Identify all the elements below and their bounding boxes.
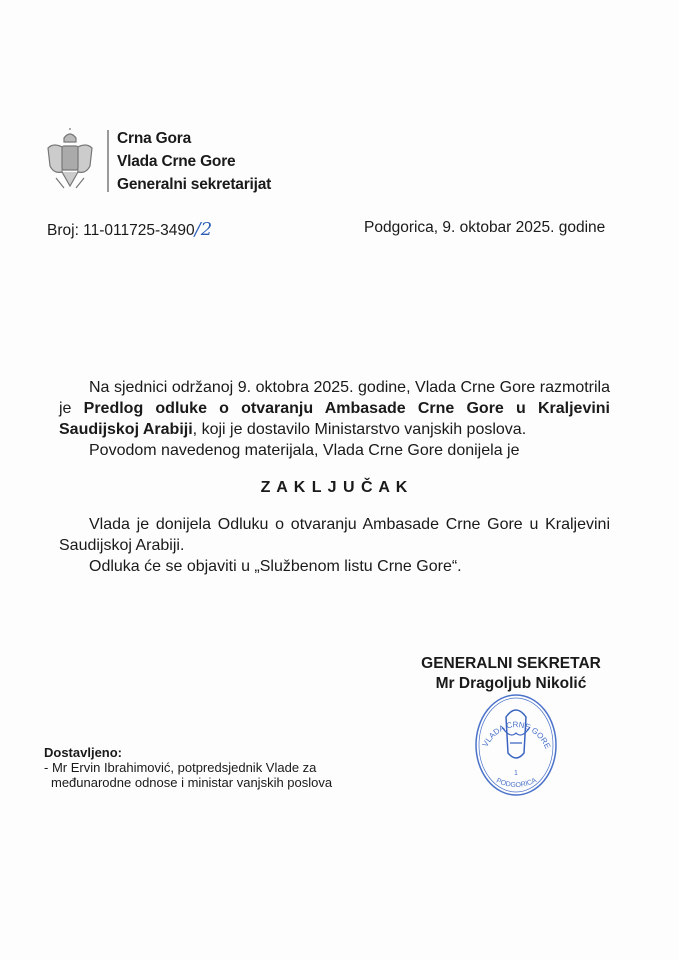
signature-title: GENERALNI SEKRETAR (421, 655, 601, 672)
handwritten-suffix: /2 (194, 219, 213, 240)
reference-number (47, 219, 212, 240)
signature-block (380, 654, 642, 694)
delivered-line-1: - Mr Ervin Ibrahimović, potpredsjednik Vlade za (44, 760, 317, 775)
paragraph-1 (59, 377, 610, 440)
header-country: Crna Gora (117, 130, 191, 147)
header-department: Generalni sekretarijat (117, 176, 272, 193)
delivered-block (44, 745, 332, 790)
paragraph-4: Odluka će se objaviti u „Službenom listu Crne Gore“. (89, 558, 462, 575)
place-date: Podgorica, 9. oktobar 2025. godine (364, 219, 606, 236)
reference-number-text: Broj: 11-011725-3490 (47, 222, 195, 239)
signature-name: Mr Dragoljub Nikolić (435, 675, 587, 692)
p1-end: , koji je dostavilo Ministarstvo vanjskih poslova. (192, 421, 527, 438)
svg-text:PODGORICA: PODGORICA (495, 777, 538, 790)
decision-heading: Z A K L J U Č A K (260, 479, 409, 496)
p1-start: Na sjednici održanoj 9. oktobra 2025. godine, Vlada Crne Gore razmotrila je (59, 379, 610, 417)
p1-bold: Predlog odluke o otvaranju Ambasade Crne Gore u Kraljevini Saudijskoj Arabiji (59, 400, 611, 438)
paragraph-3: Vlada je donijela Odluku o otvaranju Ambasade Crne Gore u Kraljevini Saudijskoj Arabiji. (59, 516, 610, 554)
official-stamp (474, 693, 558, 797)
header-government: Vlada Crne Gore (117, 153, 236, 170)
delivered-label: Dostavljeno: (44, 745, 123, 760)
svg-text:1: 1 (514, 770, 518, 777)
document-body (59, 377, 610, 577)
coat-of-arms-logo (44, 128, 96, 194)
header-divider (107, 130, 109, 192)
delivered-line-2: međunarodne odnose i ministar vanjskih poslova (51, 775, 333, 790)
paragraph-2: Povodom navedenog materijala, Vlada Crne Gore donijela je (89, 442, 520, 459)
svg-text:VLADA CRNE GORE: VLADA CRNE GORE (480, 720, 553, 751)
